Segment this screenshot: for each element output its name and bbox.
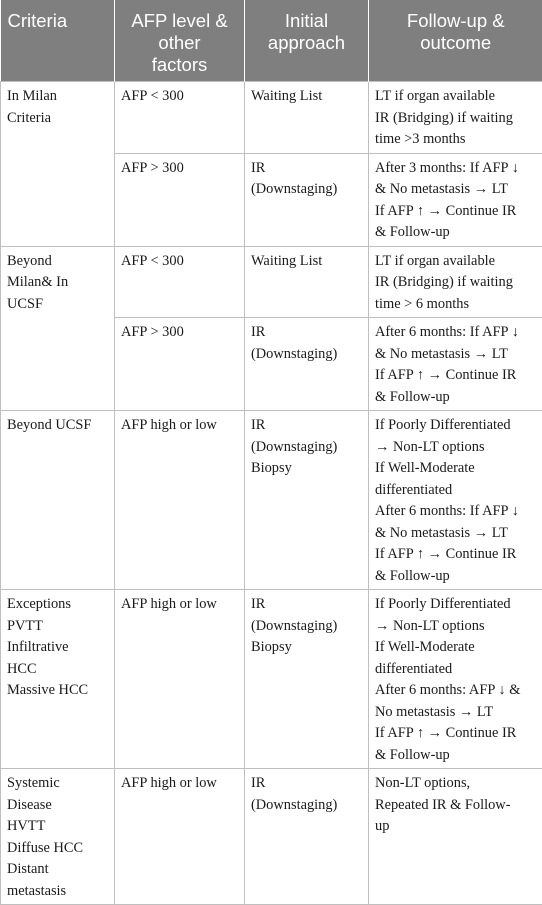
table-row [1,769,542,905]
cell-afp-line: AFP high or low [121,415,238,437]
cell-approach [245,769,369,905]
cell-approach [245,153,369,246]
cell-followup-line: LT if organ available [375,86,536,108]
cell-followup [369,769,542,905]
cell-followup-line: & Follow-up [375,745,536,767]
cell-criteria-line: PVTT [7,616,108,638]
cell-criteria-line: Beyond [7,251,108,273]
cell-followup-line: If Poorly Differentiated [375,594,536,616]
cell-approach-line: (Downstaging) [251,344,362,366]
cell-followup-line: If Well-Moderate [375,637,536,659]
cell-afp [115,246,245,318]
cell-afp [115,82,245,154]
header-afp [115,0,245,82]
cell-followup-line: Non-LT options, [375,773,536,795]
cell-approach-line: IR [251,594,362,616]
cell-criteria-line: In Milan [7,86,108,108]
cell-approach-line: Waiting List [251,86,362,108]
table-header [1,0,542,82]
cell-followup-line: & No metastasis → LT [375,344,536,366]
table-row [1,246,542,318]
cell-followup-line: time > 6 months [375,294,536,316]
cell-followup-line: If Poorly Differentiated [375,415,536,437]
cell-followup [369,318,542,411]
cell-criteria-line: Diffuse HCC [7,838,108,860]
cell-afp [115,769,245,905]
cell-followup-line: If AFP ↑ → Continue IR [375,544,536,566]
table-row [1,590,542,769]
cell-approach [245,318,369,411]
cell-followup [369,153,542,246]
cell-afp-line: AFP > 300 [121,158,238,180]
cell-approach-line: (Downstaging) [251,179,362,201]
cell-followup-line: If AFP ↑ → Continue IR [375,365,536,387]
cell-followup-line: → Non-LT options [375,437,536,459]
cell-criteria [1,590,115,769]
header-criteria-text: Criteria [8,10,111,32]
cell-criteria-line: Exceptions [7,594,108,616]
cell-approach-line: (Downstaging) [251,616,362,638]
cell-followup-line: Repeated IR & Follow- [375,795,536,817]
cell-followup-line: If AFP ↑ → Continue IR [375,201,536,223]
header-criteria [1,0,115,82]
cell-approach [245,411,369,590]
cell-followup-line: & No metastasis → LT [375,523,536,545]
cell-followup-line: → Non-LT options [375,616,536,638]
cell-followup-line: After 3 months: If AFP ↓ [375,158,536,180]
cell-criteria [1,246,115,411]
cell-afp-line: AFP high or low [121,594,238,616]
cell-criteria-line: Beyond UCSF [7,415,108,437]
cell-followup-line: & Follow-up [375,387,536,409]
cell-afp-line: AFP < 300 [121,86,238,108]
header-approach [245,0,369,82]
table-row [1,82,542,154]
cell-approach-line: Biopsy [251,458,362,480]
cell-followup [369,411,542,590]
header-afp-line: AFP level & [119,10,240,32]
header-followup-line: outcome [373,32,539,54]
cell-approach-line: IR [251,158,362,180]
cell-followup-line: After 6 months: AFP ↓ & [375,680,536,702]
cell-followup-line: time >3 months [375,129,536,151]
header-approach-line: approach [249,32,364,54]
cell-followup-line: If Well-Moderate [375,458,536,480]
cell-followup [369,82,542,154]
header-followup-line: Follow-up & [373,10,539,32]
cell-approach-line: Waiting List [251,251,362,273]
cell-followup-line: & Follow-up [375,222,536,244]
cell-followup [369,590,542,769]
cell-approach [245,246,369,318]
cell-afp-line: AFP high or low [121,773,238,795]
cell-followup-line: No metastasis → LT [375,702,536,724]
cell-afp-line: AFP > 300 [121,322,238,344]
cell-approach-line: Biopsy [251,637,362,659]
cell-followup [369,246,542,318]
cell-afp [115,411,245,590]
cell-followup-line: up [375,816,536,838]
cell-followup-line: After 6 months: If AFP ↓ [375,322,536,344]
cell-followup-line: LT if organ available [375,251,536,273]
cell-criteria-line: HCC [7,659,108,681]
cell-followup-line: & No metastasis → LT [375,179,536,201]
cell-criteria-line: Disease [7,795,108,817]
cell-criteria-line: Infiltrative [7,637,108,659]
cell-criteria-line: Milan& In [7,272,108,294]
cell-followup-line: If AFP ↑ → Continue IR [375,723,536,745]
cell-followup-line: IR (Bridging) if waiting [375,272,536,294]
cell-approach [245,590,369,769]
cell-approach-line: IR [251,322,362,344]
header-followup [369,0,542,82]
cell-approach-line: IR [251,415,362,437]
cell-criteria-line: UCSF [7,294,108,316]
cell-approach-line: (Downstaging) [251,437,362,459]
cell-followup-line: After 6 months: If AFP ↓ [375,501,536,523]
cell-criteria [1,769,115,905]
cell-afp [115,318,245,411]
cell-criteria-line: Systemic [7,773,108,795]
cell-criteria-line: Criteria [7,108,108,130]
cell-followup-line: IR (Bridging) if waiting [375,108,536,130]
cell-approach-line: (Downstaging) [251,795,362,817]
cell-criteria [1,82,115,247]
cell-afp-line: AFP < 300 [121,251,238,273]
cell-followup-line: & Follow-up [375,566,536,588]
table-row [1,411,542,590]
cell-criteria-line: Massive HCC [7,680,108,702]
cell-criteria-line: HVTT [7,816,108,838]
cell-followup-line: differentiated [375,480,536,502]
cell-approach [245,82,369,154]
cell-criteria-line: metastasis [7,881,108,903]
header-afp-line: other [119,32,240,54]
cell-afp [115,590,245,769]
cell-afp [115,153,245,246]
cell-followup-line: differentiated [375,659,536,681]
cell-criteria [1,411,115,590]
header-afp-line: factors [119,54,240,76]
cell-criteria-line: Distant [7,859,108,881]
header-approach-line: Initial [249,10,364,32]
cell-approach-line: IR [251,773,362,795]
table-body [1,82,542,905]
